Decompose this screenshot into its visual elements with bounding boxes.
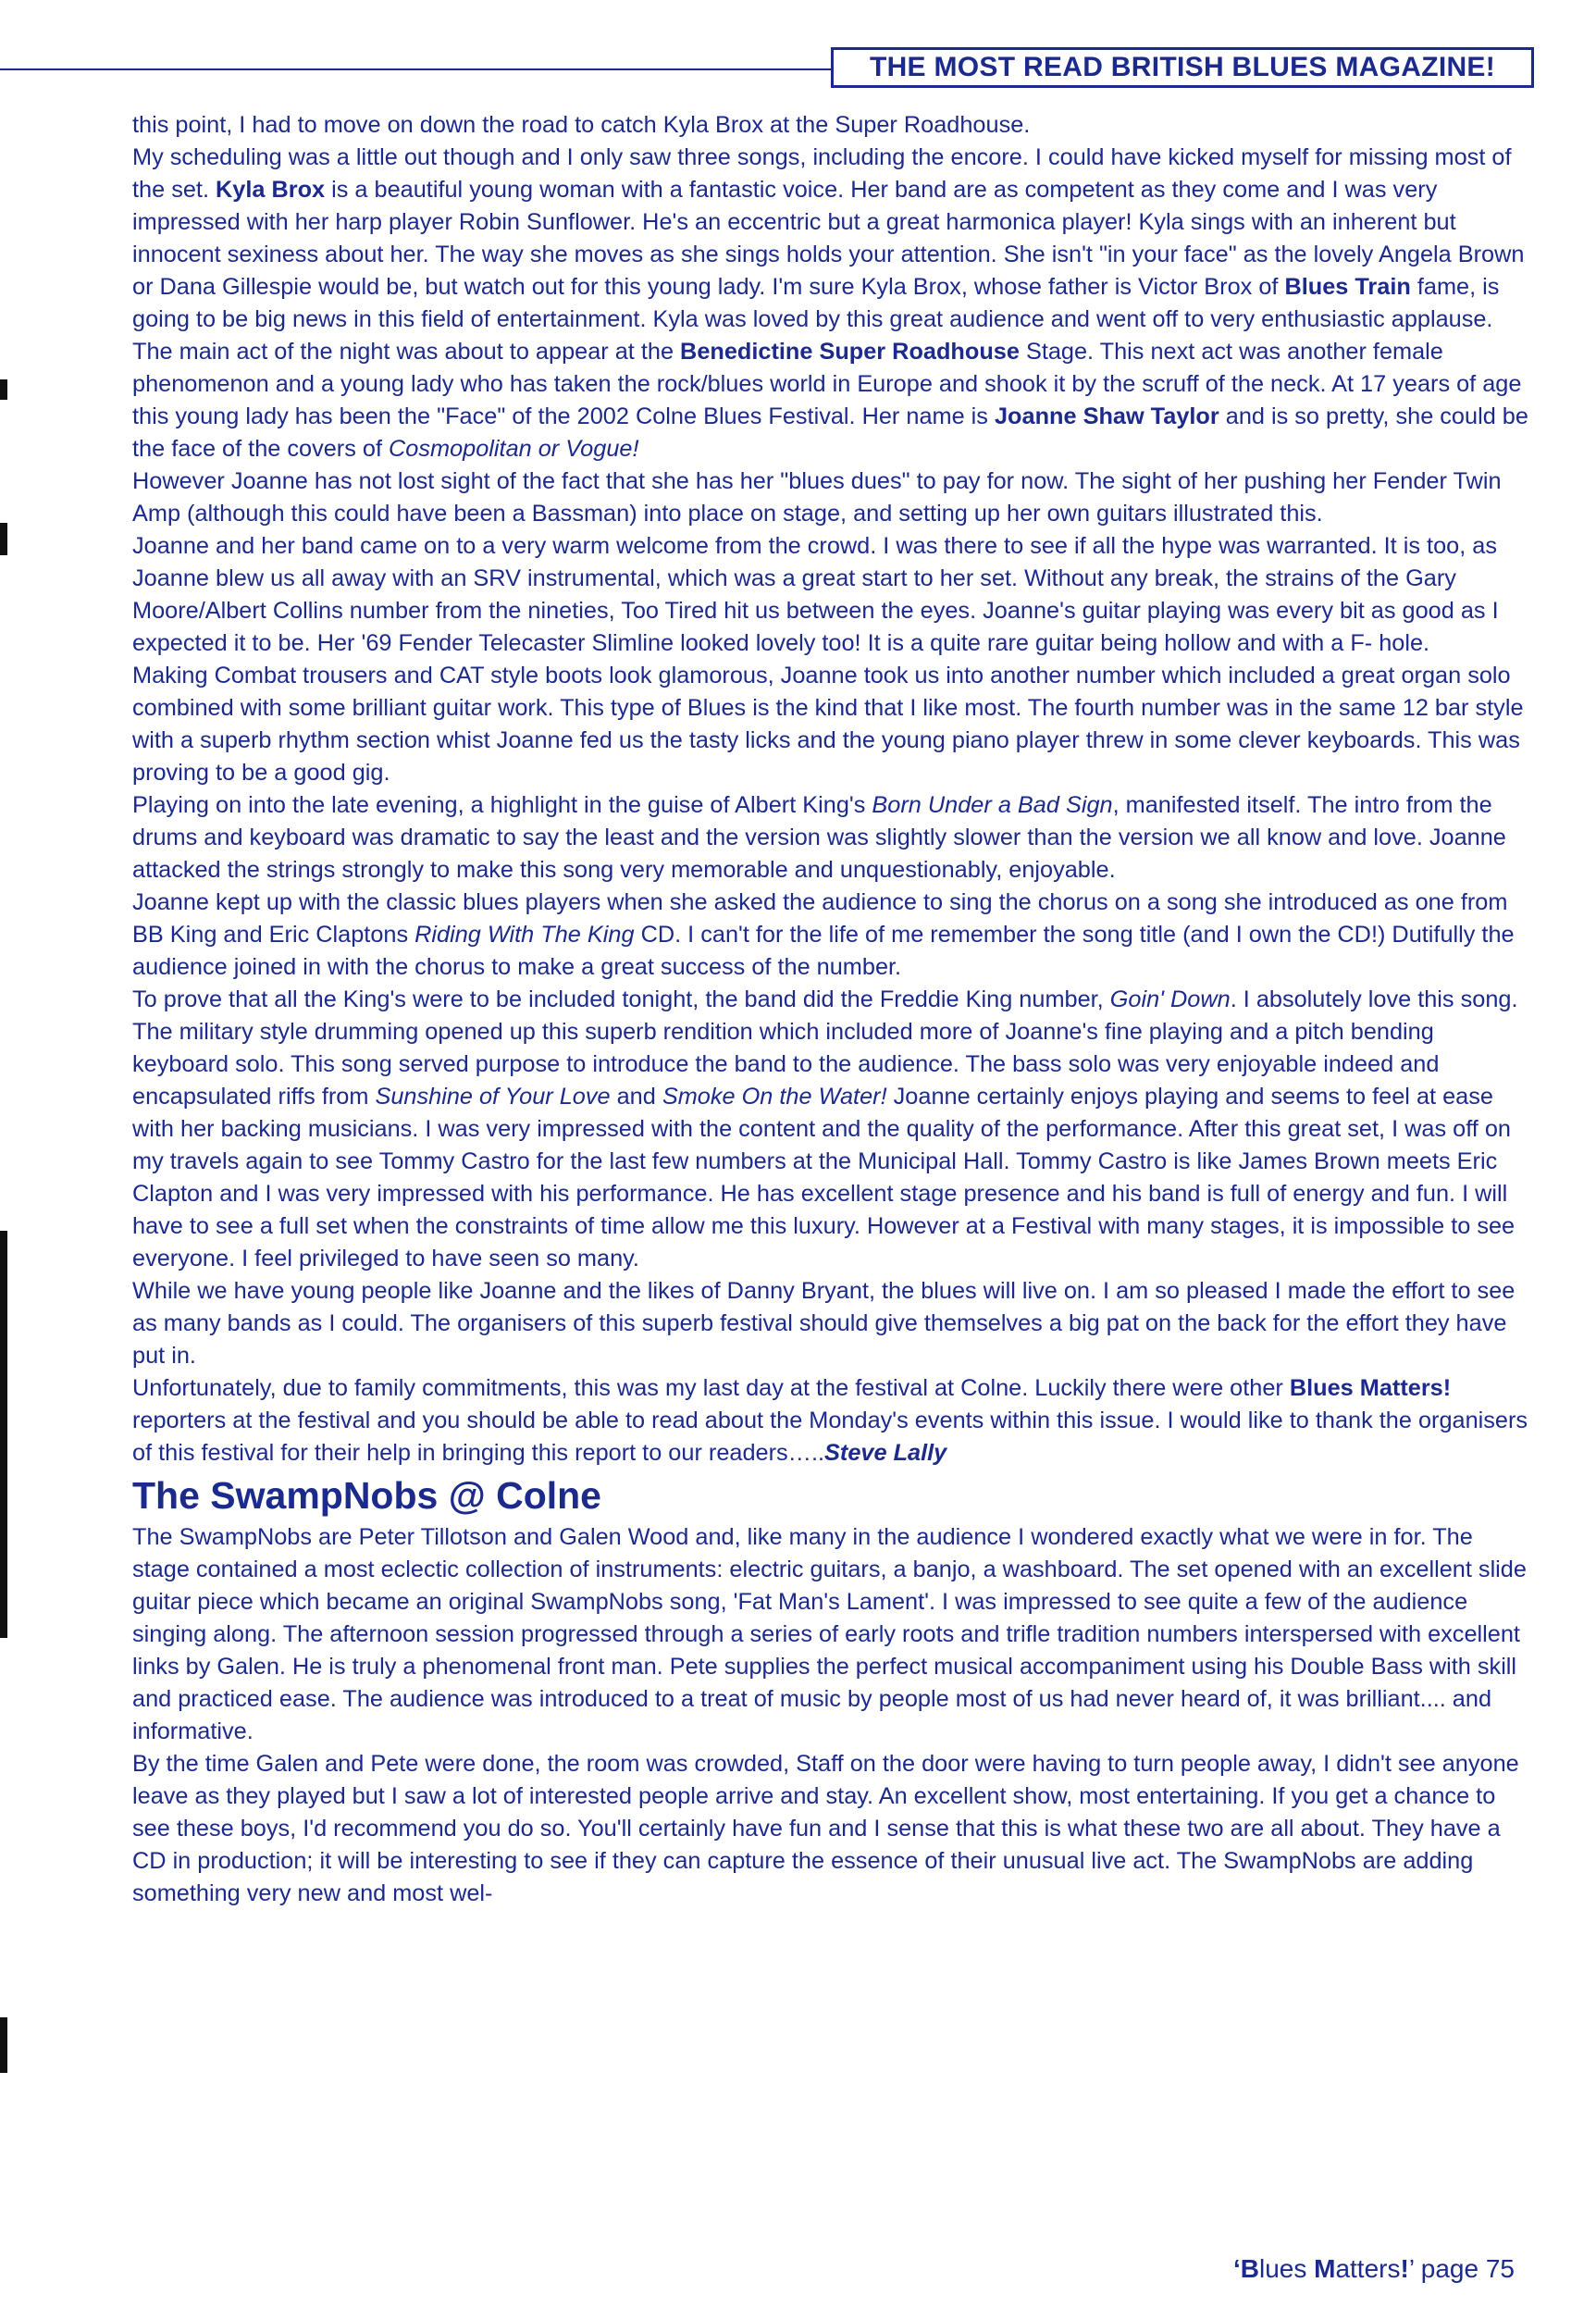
footer-bang: !: [1400, 2254, 1409, 2283]
binding-mark: [0, 1231, 7, 1638]
emphasis-italic: Born Under a Bad Sign: [872, 792, 1113, 818]
paragraph: The SwampNobs are Peter Tillotson and Galen Wood and, like many in the audience I wondered exactly what we were in for. The stage contained a most eclectic collection of instruments: electric guitars, a banjo, a washboard. The set opened with an excellent slide guitar piece which became an original SwampNobs song, 'Fat Man's Lament'. I was impressed to see quite a few of the audience singing along. The afternoon session progressed through a series of early roots and trifle tradition numbers interspersed with excellent links by Galen. He is truly a phenomenal front man. Pete supplies the perfect musical accompaniment using his Double Bass with skill and practiced ease. The audience was introduced to a treat of music by people most of us had never heard of, it was brilliant.... and informative.: [132, 1524, 1527, 1744]
page-footer: [1233, 2254, 1515, 2284]
emphasis-bold: Steve Lally: [824, 1440, 947, 1466]
binding-mark: [0, 523, 7, 555]
emphasis-bold: Blues Train: [1284, 274, 1411, 300]
article-heading: The SwampNobs @ Colne: [132, 1474, 601, 1517]
paragraph: My scheduling was a little out though and I only saw three songs, including the encore. I could have kicked myself for missing most of the set. Kyla Brox is a beautiful young woman with a fantastic voice. Her band are as competent as they come and I was very impressed with her harp player Robin Sunflower. He's an eccentric but a great harmonica player! Kyla sings with an inherent but innocent sexiness about her. The way she moves as she sings holds your attention. She isn't "in your face" as the lovely Angela Brown or Dana Gillespie would be, but watch out for this young lady. I'm sure Kyla Brox, whose father is Victor Brox of Blues Train fame, is going to be big news in this field of entertainment. Kyla was loved by this great audience and went off to very enthusiastic applause. The main act of the night was about to appear at the Benedictine Super Roadhouse Stage. This next act was another female phenomenon and a young lady who has taken the rock/blues world in Europe and shook it by the scruff of the neck. At 17 years of age this young lady has been the "Face" of the 2002 Colne Blues Festival. Her name is Joanne Shaw Taylor and is so pretty, she could be the face of the covers of Cosmopolitan or Vogue!: [132, 144, 1528, 462]
emphasis-bold: Blues Matters!: [1289, 1375, 1452, 1401]
paragraph: Joanne kept up with the classic blues players when she asked the audience to sing the chorus on a song she introduced as one from BB King and Eric Claptons Riding With The King CD. I can't for the life of me remember the song title (and I own the CD!) Dutifully the audience joined in with the chorus to make a great success of the number.: [132, 889, 1515, 980]
paragraph: Unfortunately, due to family commitments, this was my last day at the festival at Colne. Luckily there were other Blues Matters! reporters at the festival and you should be able to read about the Monday's events within this issue. I would like to thank the organisers of this festival for their help in bringing this report to our readers…..Steve Lally: [132, 1375, 1528, 1466]
emphasis-bold: Kyla Brox: [216, 177, 326, 203]
binding-mark: [0, 379, 7, 400]
emphasis-italic: Smoke On the Water!: [662, 1084, 887, 1110]
emphasis-italic: Sunshine of Your Love: [375, 1084, 611, 1110]
paragraph: Joanne and her band came on to a very warm welcome from the crowd. I was there to see if all the hype was warranted. It is too, as Joanne blew us all away with an SRV instrumental, which was a great start to her set. Without any break, the strains of the Gary Moore/Albert Collins number from the nineties, Too Tired hit us between the eyes. Joanne's guitar playing was every bit as good as I expected it to be. Her '69 Fender Telecaster Slimline looked lovely too! It is a quite rare guitar being hollow and with a F- hole.: [132, 533, 1499, 656]
emphasis-bold: Benedictine Super Roadhouse: [680, 339, 1020, 365]
article-body: [132, 109, 1529, 1910]
footer-quote: ‘: [1232, 2254, 1241, 2283]
emphasis-italic: Goin' Down: [1109, 986, 1231, 1012]
paragraph: this point, I had to move on down the road to catch Kyla Brox at the Super Roadhouse.: [132, 112, 1031, 138]
paragraph: However Joanne has not lost sight of the fact that she has her "blues dues" to pay for now. The sight of her pushing her Fender Twin Amp (although this could have been a Bassman) into place on stage, and setting up her own guitars illustrated this.: [132, 468, 1502, 527]
header-rule: [0, 68, 833, 70]
paragraph: By the time Galen and Pete were done, the room was crowded, Staff on the door were having to turn people away, I didn't see anyone leave as they played but I saw a lot of interested people arrive and stay. An excellent show, most entertaining. If you get a chance to see these boys, I'd recommend you do so. You'll certainly have fun and I sense that this is what these two are all about. They have a CD in production; it will be interesting to see if they can capture the essence of their unusual live act. The SwampNobs are adding something very new and most wel-: [132, 1751, 1519, 1906]
magazine-banner: THE MOST READ BRITISH BLUES MAGAZINE!: [831, 47, 1534, 88]
footer-text: lues: [1258, 2254, 1315, 2283]
footer-initial-b: B: [1240, 2254, 1259, 2283]
emphasis-italic: Riding With The King: [414, 922, 635, 948]
emphasis-italic: Cosmopolitan or Vogue!: [389, 436, 639, 462]
paragraph: While we have young people like Joanne and the likes of Danny Bryant, the blues will live on. I am so pleased I made the effort to see as many bands as I could. The organisers of this superb festival should give themselves a big pat on the back for the effort they have put in.: [132, 1278, 1516, 1369]
footer-initial-m: M: [1314, 2254, 1336, 2283]
emphasis-bold: Joanne Shaw Taylor: [994, 403, 1219, 429]
paragraph: Playing on into the late evening, a highlight in the guise of Albert King's Born Under a Bad Sign, manifested itself. The intro from the drums and keyboard was dramatic to say the least and the version was slightly slower than the version we all know and love. Joanne attacked the strings strongly to make this song very memorable and unquestionably, enjoyable.: [132, 792, 1506, 883]
paragraph: Making Combat trousers and CAT style boots look glamorous, Joanne took us into another number which included a great organ solo combined with some brilliant guitar work. This type of Blues is the kind that I like most. The fourth number was in the same 12 bar style with a superb rhythm section whist Joanne fed us the tasty licks and the young piano player threw in some clever keyboards. This was proving to be a good gig.: [132, 663, 1524, 786]
page-number: ’ page 75: [1408, 2254, 1515, 2283]
paragraph: To prove that all the King's were to be included tonight, the band did the Freddie King number, Goin' Down. I absolutely love this song. The military style drumming opened up this superb rendition which included more of Joanne's fine playing and a pitch bending keyboard solo. This song served purpose to introduce the band to the audience. The bass solo was very enjoyable indeed and encapsulated riffs from Sunshine of Your Love and Smoke On the Water! Joanne certainly enjoys playing and seems to feel at ease with her backing musicians. I was very impressed with the content and the quality of the performance. After this great set, I was off on my travels again to see Tommy Castro for the last few numbers at the Municipal Hall. Tommy Castro is like James Brown meets Eric Clapton and I was very impressed with his performance. He has excellent stage presence and his band is full of energy and fun. I will have to see a full set when the constraints of time allow me this luxury. However at a Festival with many stages, it is impossible to see everyone. I feel privileged to have seen so many.: [132, 986, 1518, 1271]
binding-mark: [0, 2017, 7, 2073]
footer-text: atters: [1335, 2254, 1401, 2283]
